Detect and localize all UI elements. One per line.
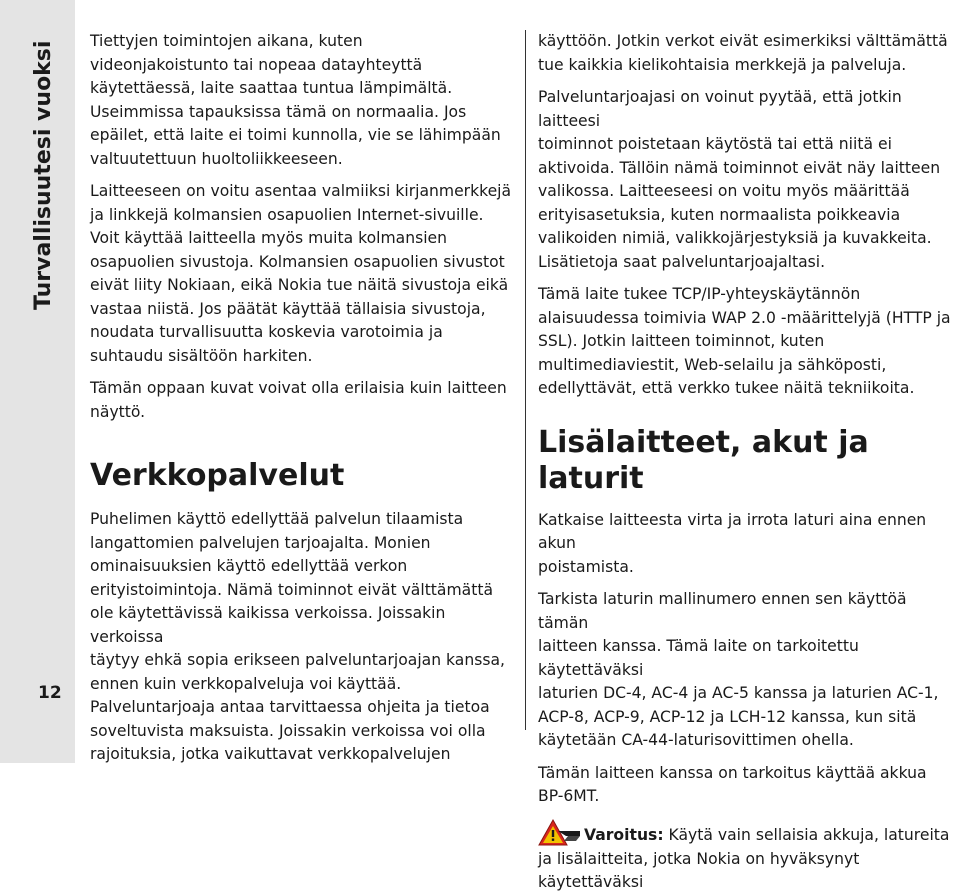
chapter-side-tab	[0, 0, 75, 763]
paragraph-battery-model: Tämän laitteen kanssa on tarkoitus käyttää akkua BP-6MT.	[538, 763, 927, 805]
paragraph-wap-support: Tämä laite tukee TCP/IP-yhteyskäytännön alaisuudessa toimivia WAP 2.0 -määrittelyjä (HTTP ja SSL). Jotkin laitteen toiminnot, kuten multimediaviestit, Web-selailu ja sähköposti, edellyttävät, että verkko tukee näitä tekniikoita.	[538, 285, 951, 397]
section-heading-network-services: Verkkopalvelut	[90, 458, 345, 493]
paragraph-images-note: Tämän oppaan kuvat voivat olla erilaisia kuin laitteen näyttö.	[90, 379, 507, 421]
paragraph-battery-removal: Katkaise laitteesta virta ja irrota laturi aina ennen akun poistamista.	[538, 510, 927, 576]
left-column	[90, 30, 518, 767]
paragraph-service-provider: Palveluntarjoajasi on voinut pyytää, että jotkin laitteesi toiminnot poistetaan käytöstä tai että niitä ei aktivoida. Tällöin nämä toiminnot eivät näy laitteen valikossa. Laitteeseesi on voitu myös määrittää erityisasetuksia, kuten normaalista poikkeavia valikoiden nimiä, valikkojärjestyksiä ja kuvakkeita. Lisätietoja saat palveluntarjoajaltasi.	[538, 88, 941, 271]
warning-triangle-icon	[538, 818, 582, 848]
right-column	[538, 30, 960, 895]
paragraph-charger-models: Tarkista laturin mallinumero ennen sen käyttöä tämän laitteen kanssa. Tämä laite on tarkoitettu käytettäväksi laturien DC-4, AC-4 ja AC-5 kanssa ja laturien AC-1, ACP-8, ACP-9, ACP-12 ja LCH-12 kanssa, kun sitä käytetään CA-44-laturisovittimen ohella.	[538, 590, 939, 749]
paragraph-network-continued: käyttöön. Jotkin verkot eivät esimerkiksi välttämättä tue kaikkia kielikohtaisia merkkejä ja palveluja.	[538, 32, 948, 74]
paragraph-bookmarks: Laitteeseen on voitu asentaa valmiiksi kirjanmerkkejä ja linkkejä kolmansien osapuolien Internet-sivuille. Voit käyttää laitteella myös muita kolmansien osapuolien sivustoja. Kolmansien osapuolien sivustot eivät liity Nokiaan, eikä Nokia tue näitä sivustoja eikä vastaa niistä. Jos päätät käyttää tällaisia sivustoja, noudata turvallisuutta koskevia varotoimia ja suhtaudu sisältöön harkiten.	[90, 182, 512, 365]
warning-text: Käytä vain sellaisia akkuja, latureita ja lisälaitteita, jotka Nokia on hyväksynyt käytettäväksi	[538, 825, 950, 891]
warning-label: Varoitus:	[584, 825, 664, 844]
paragraph-network-services: Puhelimen käyttö edellyttää palvelun tilaamista langattomien palvelujen tarjoajalta. Monien ominaisuuksien käyttö edellyttää verkon erityistoimintoja. Nämä toiminnot eivät välttämättä ole käytettävissä kaikissa verkoissa. Joissakin verkoissa täytyy ehkä sopia erikseen palveluntarjoajan kanssa, ennen kuin verkkopalveluja voi käyttää. Palveluntarjoaja antaa tarvittaessa ohjeita ja tietoa soveltuvista maksuista. Joissakin verkoissa voi olla rajoituksia, jotka vaikuttavat verkkopalvelujen	[90, 510, 506, 763]
warning-note	[538, 818, 960, 895]
chapter-title: Turvallisuutesi vuoksi	[31, 40, 56, 310]
paragraph-heat: Tiettyjen toimintojen aikana, kuten videonjakoistunto tai nopeaa datayhteyttä käytettäessä, laite saattaa tuntua lämpimältä. Useimmissa tapauksissa tämä on normaalia. Jos epäilet, että laite ei toimi kunnolla, vie se lähimpään valtuutettuun huoltoliikkeeseen.	[90, 32, 501, 168]
section-heading-accessories: Lisälaitteet, akut ja laturit	[538, 424, 869, 496]
column-divider	[525, 30, 526, 730]
page-number: 12	[38, 683, 62, 703]
